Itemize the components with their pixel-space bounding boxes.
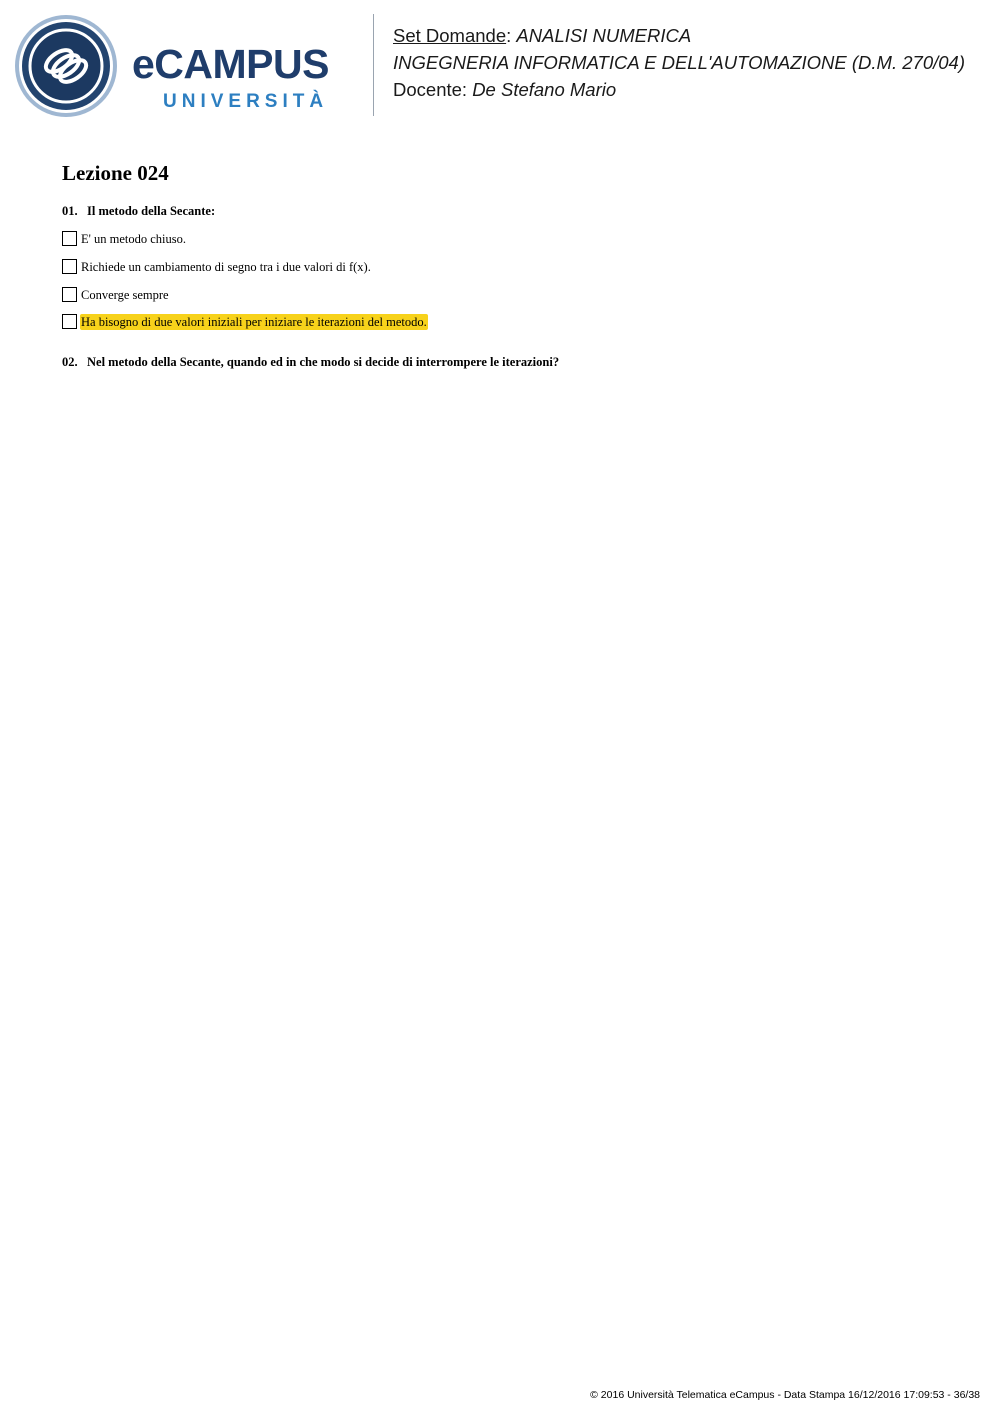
set-value: ANALISI NUMERICA (516, 25, 692, 46)
lesson-title: Lezione 024 (62, 161, 169, 185)
university-seal-icon (14, 14, 118, 118)
answer-checkbox[interactable] (62, 287, 77, 302)
answer-text: E' un metodo chiuso. (81, 232, 187, 246)
header-divider (373, 14, 374, 116)
teacher-value: De Stefano Mario (472, 79, 617, 100)
answer-checkbox[interactable] (62, 314, 77, 329)
course-name: INGEGNERIA INFORMATICA E DELL'AUTOMAZIONE (D.M. 270/04) (393, 52, 965, 73)
question-02 (62, 354, 559, 370)
answer-text-highlighted: Ha bisogno di due valori iniziali per iniziare le iterazioni del metodo. (81, 315, 427, 329)
set-line: Set Domande: ANALISI NUMERICA (393, 25, 692, 46)
teacher-line: Docente: De Stefano Mario (393, 79, 617, 100)
logo-subtitle: UNIVERSITÀ (163, 91, 329, 112)
ecampus-logo (14, 14, 359, 118)
question-01 (62, 203, 215, 219)
question-text: Il metodo della Secante: (87, 204, 216, 218)
footer-copyright: © 2016 Università Telematica eCampus - Data Stampa 16/12/2016 17:09:53 - 36/38 (590, 1389, 980, 1401)
answer-text: Converge sempre (81, 288, 169, 302)
question-number: 02. (62, 355, 78, 369)
answer-text: Richiede un cambiamento di segno tra i due valori di f(x). (81, 260, 371, 274)
answer-checkbox[interactable] (62, 259, 77, 274)
question-text: Nel metodo della Secante, quando ed in che modo si decide di interrompere le iterazioni? (87, 355, 560, 369)
answer-checkbox[interactable] (62, 231, 77, 246)
header-info (393, 22, 965, 103)
teacher-label: Docente (393, 79, 462, 100)
set-label: Set Domande (393, 25, 507, 46)
question-number: 01. (62, 204, 78, 218)
logo-wordmark: eCAMPUS (132, 41, 329, 87)
